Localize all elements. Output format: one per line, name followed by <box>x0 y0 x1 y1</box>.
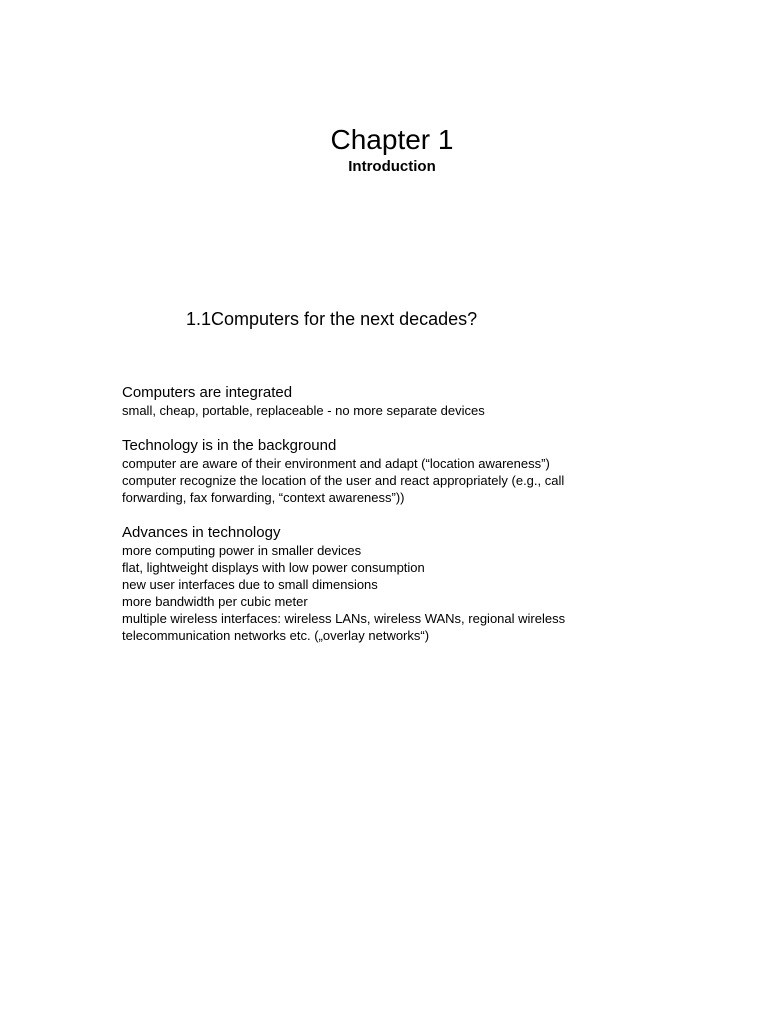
section-content <box>122 384 722 662</box>
block-heading: Advances in technology <box>122 524 281 541</box>
block-line: telecommunication networks etc. („overlay networks“) <box>122 628 430 643</box>
chapter-subtitle: Introduction <box>348 158 436 175</box>
block-line: computer are aware of their environment and adapt (“location awareness”) <box>122 456 550 471</box>
content-block-advances <box>122 524 722 644</box>
block-line: multiple wireless interfaces: wireless LANs, wireless WANs, regional wireless <box>122 611 566 626</box>
content-block-background <box>122 437 722 506</box>
block-heading: Technology is in the background <box>122 437 337 454</box>
block-line: more bandwidth per cubic meter <box>122 594 308 609</box>
block-line: forwarding, fax forwarding, “context awareness”)) <box>122 490 405 505</box>
block-line: small, cheap, portable, replaceable - no more separate devices <box>122 403 485 418</box>
block-heading: Computers are integrated <box>122 384 293 401</box>
chapter-title: Chapter 1 <box>330 124 454 155</box>
block-line: more computing power in smaller devices <box>122 543 362 558</box>
block-line: new user interfaces due to small dimensions <box>122 577 378 592</box>
section-heading: 1.1Computers for the next decades? <box>186 309 478 329</box>
content-block-integrated <box>122 384 722 419</box>
block-line: computer recognize the location of the user and react appropriately (e.g., call <box>122 473 565 488</box>
block-line: flat, lightweight displays with low power consumption <box>122 560 425 575</box>
